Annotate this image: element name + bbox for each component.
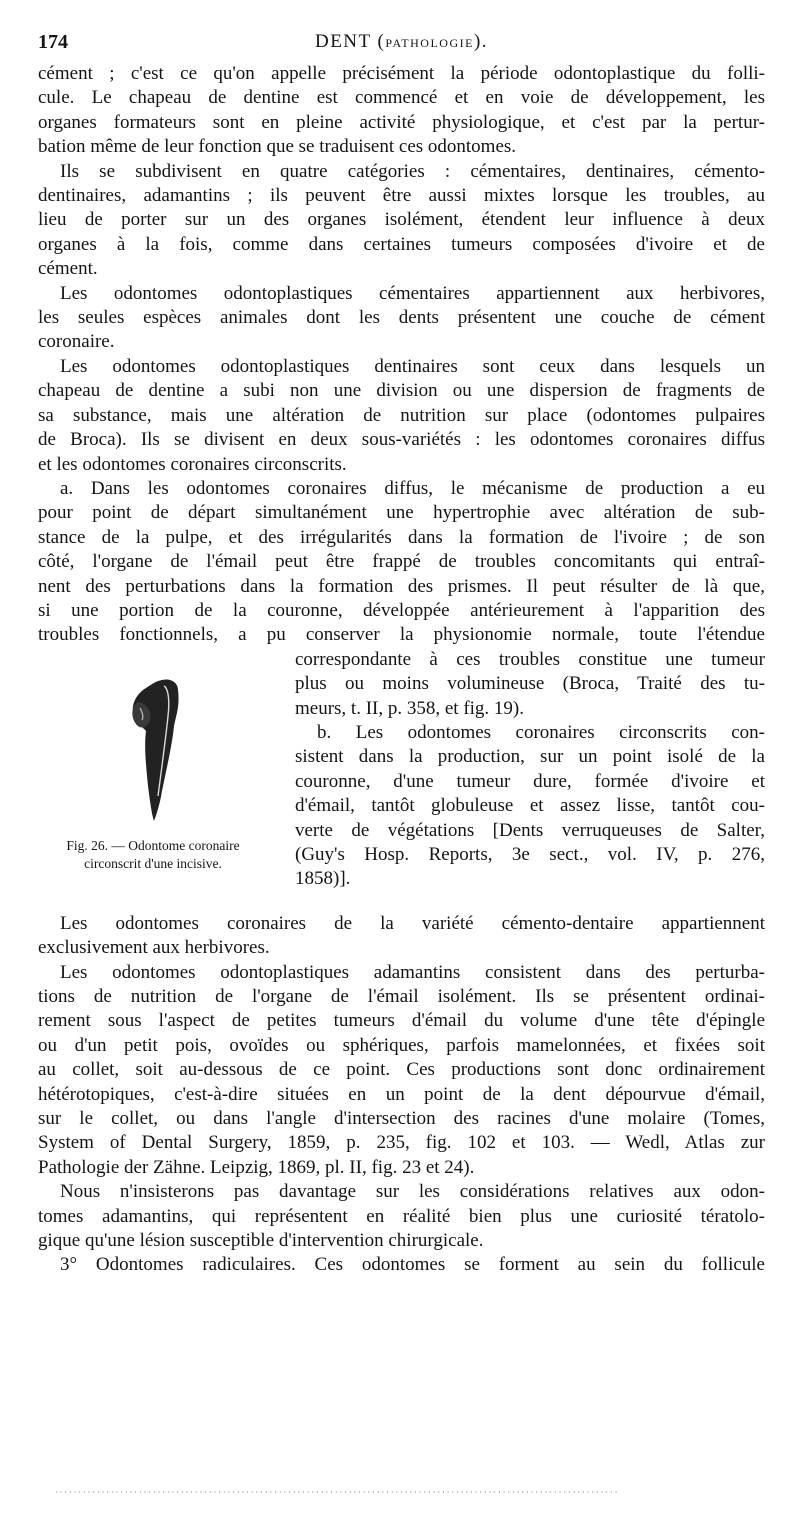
text-line: sur le collet, ou dans l'angle d'intersection des racines d'une molaire (Tomes,: [38, 1108, 765, 1129]
text-line: plus ou moins volumineuse (Broca, Traité des tu-: [295, 673, 765, 695]
running-head-close: ).: [473, 31, 489, 52]
paragraph-3: [38, 282, 765, 355]
paragraph-4: [38, 355, 765, 477]
running-head-title: DENT (: [314, 31, 386, 52]
paragraph-8: [38, 961, 765, 1181]
text-line: dentinaires, adamantins ; ils peuvent être aussi mixtes lorsque les troubles, au: [38, 185, 765, 207]
paragraph-1: [38, 62, 765, 160]
text-line: Ils se subdivisent en quatre catégories : cémentaires, dentinaires, cémento-: [60, 160, 765, 182]
paragraph-10: [38, 1253, 765, 1277]
text-line: System of Dental Surgery, 1859, p. 235, fig. 102 et 103. — Wedl, Atlas zur: [38, 1132, 765, 1154]
running-head: [38, 30, 765, 55]
page-header: [38, 28, 765, 62]
text-line: si une portion de la couronne, développée antérieurement à l'apparition des: [38, 599, 765, 621]
text-line: de Broca). Ils se divisent en deux sous-variétés : les odontomes coronaires diffus: [38, 429, 765, 451]
text-line: Nous n'insisterons pas davantage sur les considérations relatives aux odon-: [60, 1181, 765, 1203]
page-bottom-noise: ·························································································································: [55, 1488, 620, 1494]
text-line: cément ; c'est ce qu'on appelle précisément la période odontoplastique du folli-: [38, 63, 765, 84]
text-line: lieu de porter sur un des organes isolément, étendent leur influence à deux: [38, 209, 765, 231]
text-line: côté, l'organe de l'émail peut être frappé de troubles concomitants qui entraî-: [38, 551, 765, 573]
running-head-subtitle: PATHOLOGIE: [385, 36, 474, 50]
figure-float-block: [38, 648, 765, 912]
text-line: sistent dans la production, sur un point isolé de la: [295, 746, 765, 768]
text-line: organes à la fois, comme dans certaines tumeurs composées d'ivoire et de: [38, 233, 765, 255]
text-line: Pathologie der Zähne. Leipzig, 1869, pl. II, fig. 23 et 24).: [38, 1156, 475, 1178]
figure-caption: Fig. 26. — Odontome coronaire circonscrit d'une incisive.: [66, 837, 240, 871]
text-line: sa substance, mais une altération de nutrition sur place (odontomes pulpaires: [38, 404, 765, 426]
figure-26: [38, 648, 288, 912]
text-line: a. Dans les odontomes coronaires diffus, le mécanisme de production a eu: [60, 477, 765, 499]
text-line: d'émail, tantôt globuleuse et assez lisse, tantôt cou-: [295, 795, 765, 817]
text-line: meurs, t. II, p. 358, et fig. 19).: [295, 697, 525, 719]
text-line: correspondante à ces troubles constitue une tumeur: [295, 648, 765, 670]
text-line: b. Les odontomes coronaires circonscrits con-: [317, 721, 765, 743]
figure-side-text: [295, 648, 765, 892]
incisor-tooth-icon: [118, 676, 198, 826]
text-line: stance de la pulpe, et des irrégularités dans la formation de l'ivoire ; de son: [38, 526, 765, 548]
page-number: 174: [38, 31, 68, 53]
text-line: bation même de leur fonction que se traduisent ces odontomes.: [38, 136, 517, 158]
text-line: tions de nutrition de l'organe de l'émail isolément. Ils se présentent ordinai-: [38, 985, 765, 1007]
text-line: hétérotopiques, c'est-à-dire situées en un point de la dent dépourvue d'émail,: [38, 1083, 765, 1105]
text-line: nent des perturbations dans la formation des prismes. Il peut résulter de là que,: [38, 575, 765, 597]
text-line: exclusivement aux herbivores.: [38, 937, 270, 959]
paragraph-2: [38, 160, 765, 282]
text-line: au collet, soit au-dessous de ce point. Ces productions sont donc ordinairement: [38, 1059, 765, 1081]
text-line: cément.: [38, 258, 98, 280]
text-line: 3° Odontomes radiculaires. Ces odontomes se forment au sein du follicule: [60, 1254, 765, 1276]
paragraph-9: [38, 1180, 765, 1253]
text-line: Les odontomes odontoplastiques dentinaires sont ceux dans lesquels un: [60, 355, 765, 377]
text-line: (Guy's Hosp. Reports, 3e sect., vol. IV, p. 276,: [295, 844, 765, 865]
text-line: pour point de départ simultanément une hypertrophie avec altération de sub-: [38, 502, 765, 524]
text-line: coronaire.: [38, 331, 115, 353]
paragraph-5: [38, 477, 765, 648]
text-line: cule. Le chapeau de dentine est commencé et en voie de développement, les: [38, 87, 765, 109]
paragraph-7: [38, 912, 765, 961]
text-line: les seules espèces animales dont les dents présentent une couche de cément: [38, 307, 765, 329]
text-line: verte de végétations [Dents verruqueuses de Salter,: [295, 819, 765, 841]
text-line: tomes adamantins, qui représentent en réalité bien plus une curiosité tératolo-: [38, 1205, 765, 1227]
text-line: Les odontomes odontoplastiques adamantins consistent dans des perturba-: [60, 961, 765, 983]
text-line: gique qu'une lésion susceptible d'intervention chirurgicale.: [38, 1230, 484, 1252]
text-line: rement sous l'aspect de petites tumeurs d'émail du volume d'une tête d'épingle: [38, 1010, 765, 1032]
text-line: Les odontomes coronaires de la variété cémento-dentaire appartiennent: [60, 912, 765, 934]
text-line: organes formateurs sont en pleine activité physiologique, et c'est par la pertur-: [38, 111, 765, 133]
text-line: 1858)].: [295, 868, 351, 890]
text-line: troubles fonctionnels, a pu conserver la physionomie normale, toute l'étendue: [38, 624, 765, 646]
text-line: chapeau de dentine a subi non une division ou une dispersion de fragments de: [38, 380, 765, 402]
text-line: Les odontomes odontoplastiques cémentaires appartiennent aux herbivores,: [60, 282, 765, 304]
text-line: ou d'un petit pois, ovoïdes ou sphériques, parfois mamelonnées, et fixées soit: [38, 1034, 765, 1056]
document-page: [38, 28, 765, 1278]
text-line: et les odontomes coronaires circonscrits.: [38, 453, 347, 475]
text-line: couronne, d'une tumeur dure, formée d'ivoire et: [295, 770, 765, 792]
